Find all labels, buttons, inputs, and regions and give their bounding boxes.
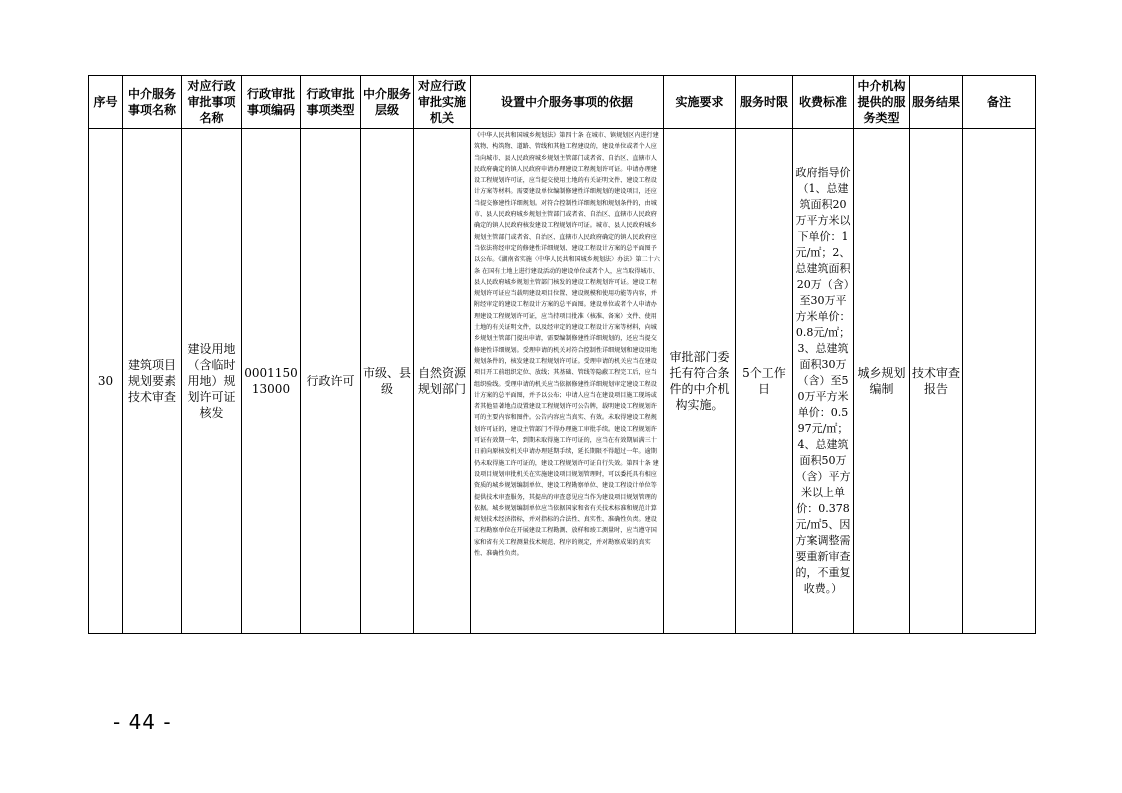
header-service-name: 中介服务事项名称	[123, 76, 182, 129]
header-approval-code: 行政审批事项编码	[242, 76, 301, 129]
header-remark: 备注	[963, 76, 1036, 129]
header-no: 序号	[89, 76, 123, 129]
header-result: 服务结果	[910, 76, 963, 129]
header-authority: 对应行政审批实施机关	[414, 76, 471, 129]
cell-service-type: 城乡规划编制	[854, 129, 910, 634]
header-requirement: 实施要求	[664, 76, 736, 129]
cell-authority: 自然资源规划部门	[414, 129, 471, 634]
header-fee: 收费标准	[793, 76, 854, 129]
cell-service-level: 市级、县级	[361, 129, 414, 634]
cell-no: 30	[89, 129, 123, 634]
cell-remark	[963, 129, 1036, 634]
header-basis: 设置中介服务事项的依据	[471, 76, 664, 129]
cell-approval-type: 行政许可	[301, 129, 361, 634]
header-service-type: 中介机构提供的服务类型	[854, 76, 910, 129]
table-header-row	[89, 76, 1036, 129]
cell-fee: 政府指导价（1、总建筑面积20万平方米以下单价：1元/㎡；2、总建筑面积20万（含）至30万平方米单价：0.8元/㎡；3、总建筑面积30万（含）至50万平方米单价：0.597元/㎡；4、总建筑面积50万（含）平方米以上单价：0.378元/㎡5、因方案调整需要重新审查的，不重复收费。）	[793, 129, 854, 634]
header-service-level: 中介服务层级	[361, 76, 414, 129]
cell-time-limit: 5个工作日	[736, 129, 793, 634]
cell-basis: 《中华人民共和国城乡规划法》第四十条 在城市、镇规划区内进行建筑物、构筑物、道路、管线和其他工程建设的，建设单位或者个人应当向城市、县人民政府城乡规划主管部门或者省、自治区、直辖市人民政府确定的镇人民政府申请办理建设工程规划许可证。申请办理建设工程规划许可证，应当提交使用土地的有关证明文件、建设工程设计方案等材料。需要建设单位编制修建性详细规划的建设项目，还应当提交修建性详细规划。对符合控制性详细规划和规划条件的，由城市、县人民政府城乡规划主管部门或者省、自治区、直辖市人民政府确定的镇人民政府核发建设工程规划许可证。城市、县人民政府城乡规划主管部门或者省、自治区、直辖市人民政府确定的镇人民政府应当依法将经审定的修建性详细规划、建设工程设计方案的总平面图予以公布。《湖南省实施〈中华人民共和国城乡规划法〉办法》第二十六条 在国有土地上进行建设活动的建设单位或者个人，应当取得城市、县人民政府城乡规划主管部门核发的建设工程规划许可证。建设工程规划许可证应当载明建设项目位置、建设规模和使用功能等内容，并附经审定的建设工程设计方案的总平面图。建设单位或者个人申请办理建设工程规划许可证，应当持项目批准（核准、备案）文件、使用土地的有关证明文件，以及经审定的建设工程设计方案等材料，向城乡规划主管部门提出申请，需要编制修建性详细规划的，还应当提交修建性详细规划。受理申请的机关对符合控制性详细规划和建设用地规划条件的，核发建设工程规划许可证。受理申请的机关应当在建设项目开工前组织定位、放线；其基础、管线等隐蔽工程完工后，应当组织验线。受理申请的机关应当依据修建性详细规划审定建设工程设计方案的总平面图，并予以公布；申请人应当在建设项目施工现场或者其他显著地点设置建设工程规划许可公告牌，载明建设工程规划许可的主要内容和图件。公告内容应当真实、有效。未取得建设工程规划许可证的，建设主管部门不得办理施工审批手续。建设工程规划许可证有效期一年，到期未取得施工许可证的，应当在有效期届满三十日前向原核发机关申请办理延期手续，延长期限不得超过一年。逾期仍未取得施工许可证的，建设工程规划许可证自行失效。第四十条 建设项目规划审批机关在实施建设项目规划管理时，可以委托具有相应资质的城乡规划编制单位、建设工程勘察单位、建设工程设计单位等提供技术审查服务，其提出的审查意见应当作为建设项目规划管理的依据。城乡规划编制单位应当依据国家和省有关技术标准和规范计算规划技术经济指标，并对指标的合法性、真实性、准确性负责。建设工程勘察单位在开展建设工程勘测、放样和竣工测量时，应当遵守国家和省有关工程测量技术规范、程序的规定，并对勘察成果的真实性、准确性负责。	[471, 129, 664, 634]
page-number: - 44 -	[113, 710, 172, 734]
cell-requirement: 审批部门委托有符合条件的中介机构实施。	[664, 129, 736, 634]
table-row	[89, 129, 1036, 634]
cell-service-name: 建筑项目规划要素技术审查	[123, 129, 182, 634]
service-items-table	[88, 75, 1036, 634]
header-approval-type: 行政审批事项类型	[301, 76, 361, 129]
cell-result: 技术审查报告	[910, 129, 963, 634]
cell-approval-name: 建设用地（含临时用地）规划许可证核发	[182, 129, 242, 634]
cell-approval-code: 000115013000	[242, 129, 301, 634]
header-time-limit: 服务时限	[736, 76, 793, 129]
header-approval-name: 对应行政审批事项名称	[182, 76, 242, 129]
